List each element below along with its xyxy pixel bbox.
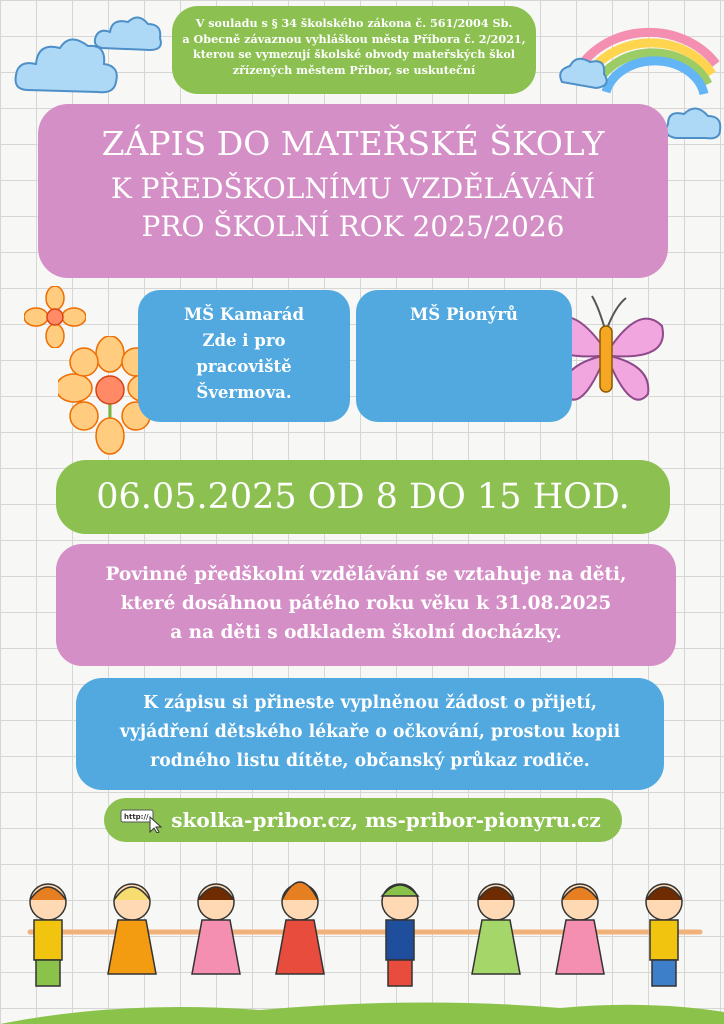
obligation-note — [56, 544, 676, 666]
date-time-banner: 06.05.2025 OD 8 DO 15 HOD. — [56, 460, 670, 534]
cloud-icon — [90, 8, 170, 58]
school-note-line: Švermova. — [196, 383, 292, 402]
page-title: ZÁPIS DO MATEŘSKÉ ŠKOLY — [101, 124, 605, 163]
obligation-line: které dosáhnou pátého roku věku k 31.08.2025 — [120, 593, 612, 614]
legal-note-line: a Obecně závaznou vyhláškou města Příbora č. 2/2021, — [182, 31, 526, 46]
subtitle-line: PRO ŠKOLNÍ ROK 2025/2026 — [141, 210, 565, 243]
url-icon-label: http:// — [124, 813, 149, 821]
obligation-line: a na děti s odkladem školní docházky. — [170, 622, 562, 643]
url-bar-cursor-icon — [120, 807, 162, 833]
obligation-line: Povinné předškolní vzdělávání se vztahuje na děti, — [105, 564, 627, 585]
legal-note-line: V souladu s § 34 školského zákona č. 561/2004 Sb. — [195, 16, 513, 30]
documents-line: vyjádření dětského lékaře o očkování, prostou kopii — [119, 722, 621, 742]
websites-link[interactable]: skolka-pribor.cz, ms-pribor-pionyru.cz — [171, 808, 601, 832]
websites-banner — [104, 798, 622, 842]
school-pionyru-card — [356, 290, 572, 422]
documents-line: K zápisu si přineste vyplněnou žádost o přijetí, — [143, 693, 597, 713]
title-banner — [38, 104, 668, 278]
legal-note-line: kterou se vymezují školské obvody mateřských škol — [192, 47, 516, 61]
subtitle-line: K PŘEDŠKOLNÍMU VZDĚLÁVÁNÍ — [110, 172, 596, 205]
legal-note-line: zřízených městem Příbor, se uskuteční — [232, 62, 476, 77]
school-note-line: Zde i pro — [202, 331, 286, 350]
documents-line: rodného listu dítěte, občanský průkaz rodiče. — [150, 751, 590, 771]
children-icon — [0, 850, 724, 1024]
school-name: MŠ Pionýrů — [410, 305, 518, 324]
legal-note — [172, 6, 536, 94]
documents-note — [76, 678, 664, 790]
school-kamarad-card — [138, 290, 350, 422]
school-name: MŠ Kamarád — [183, 305, 305, 324]
school-note-line: pracoviště — [196, 357, 292, 376]
